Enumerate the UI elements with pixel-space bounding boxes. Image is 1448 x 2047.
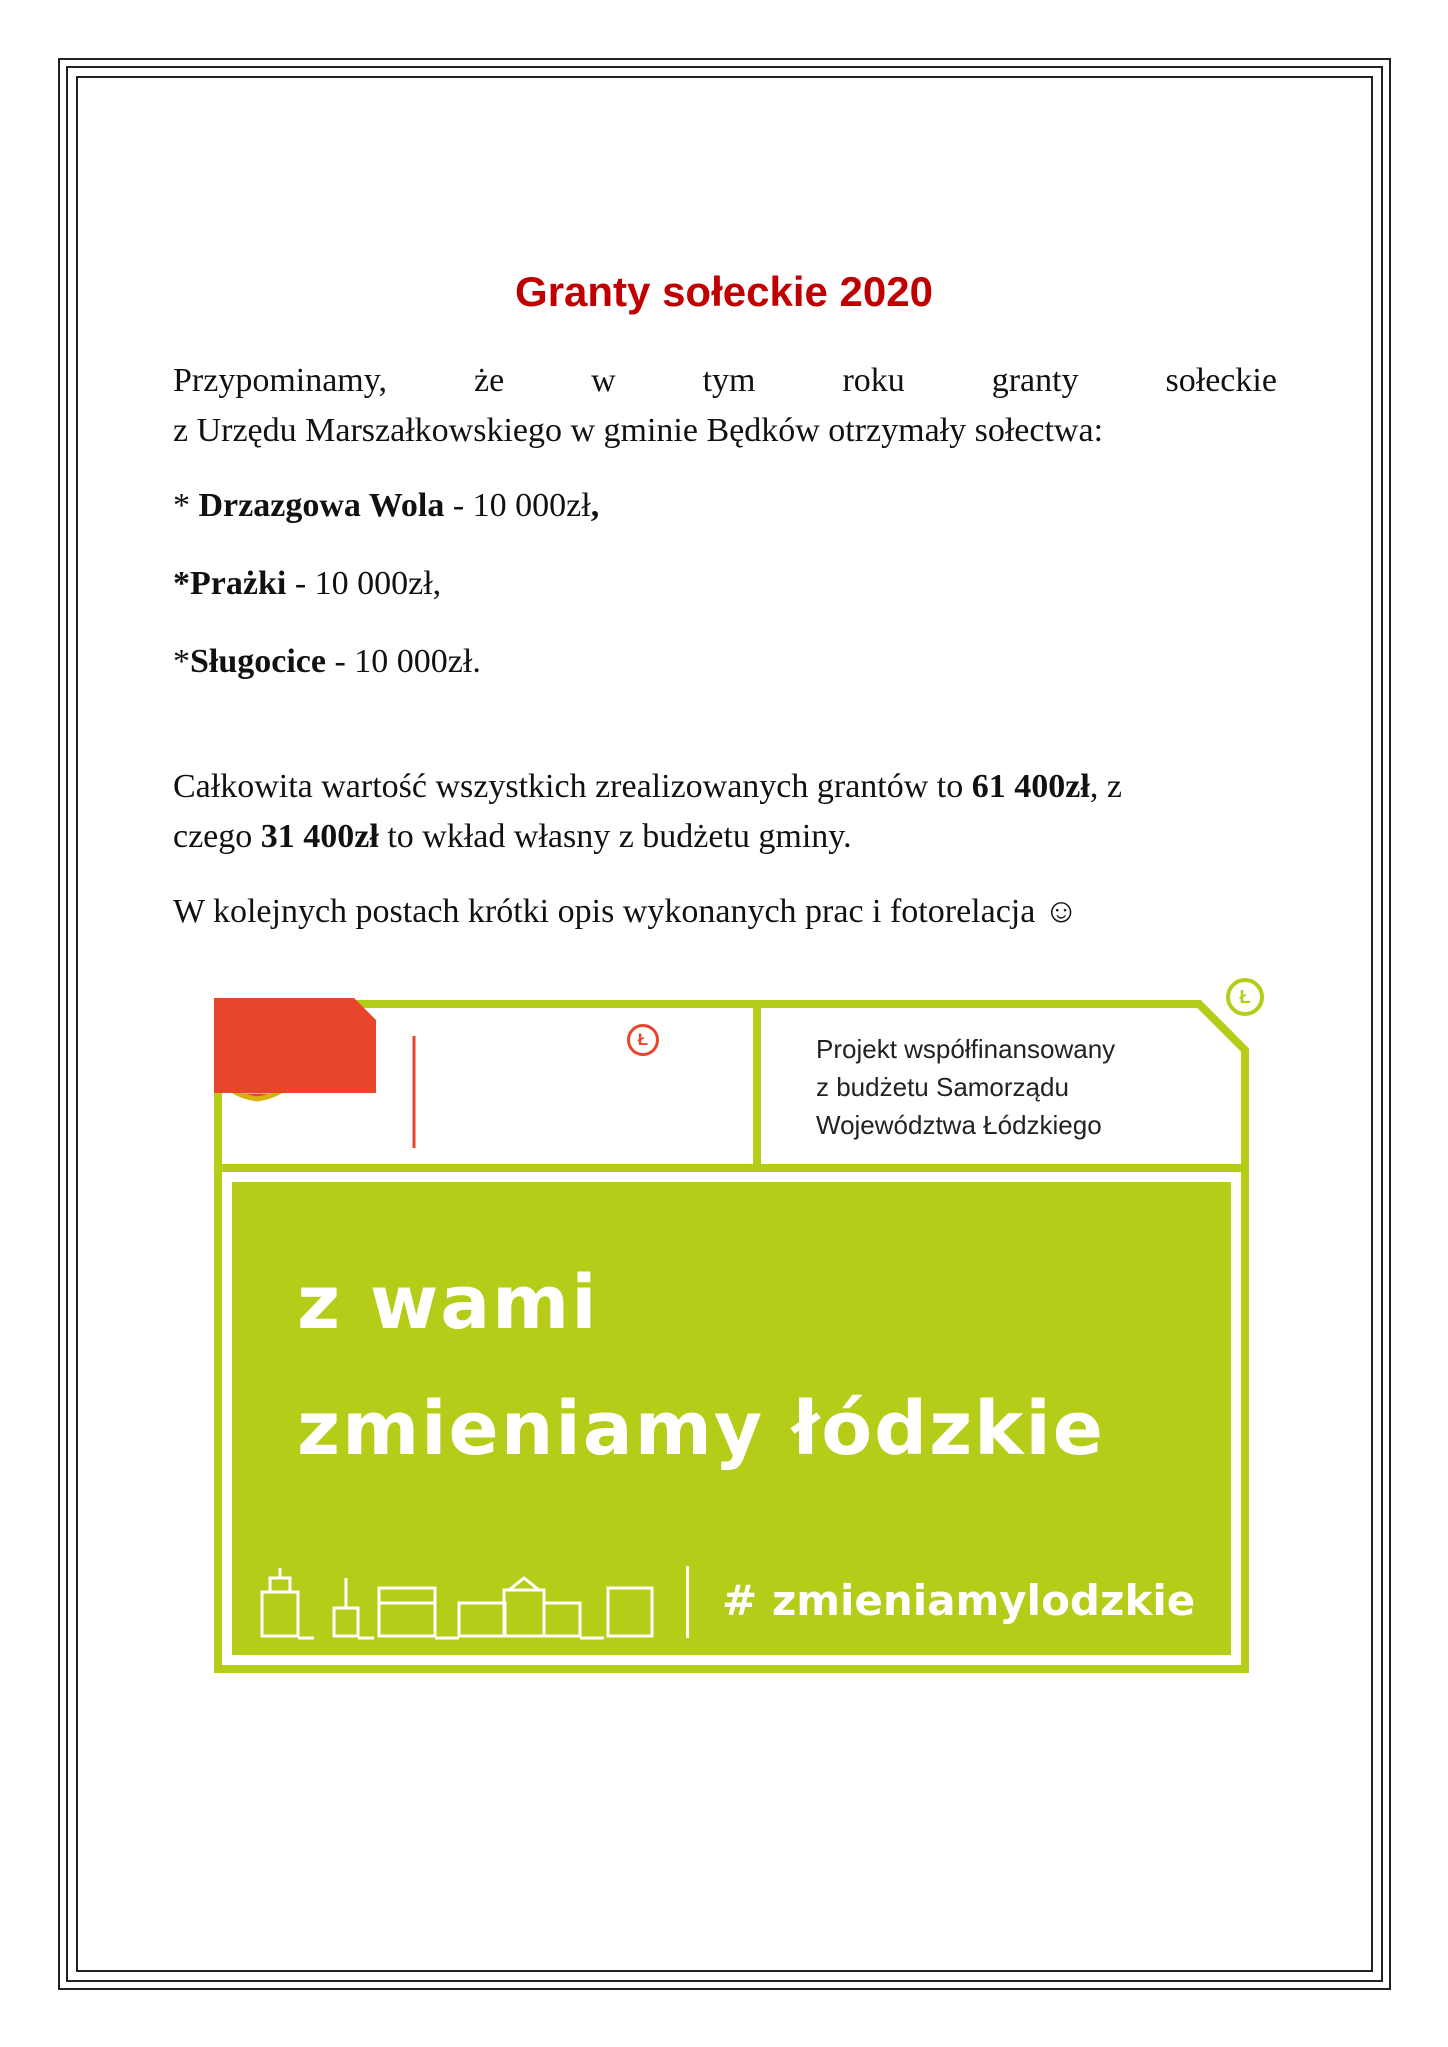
total-text: to wkład własny z budżetu gminy. <box>378 818 852 855</box>
grant-amount: - 10 000zł, <box>286 565 442 602</box>
lodzkie-label: łódzkie <box>468 1076 621 1117</box>
intro-word: w <box>591 362 616 399</box>
slogan-line: z wami <box>297 1260 599 1346</box>
grant-item <box>173 637 1277 687</box>
intro-word: sołeckie <box>1165 362 1277 399</box>
promuje-label: promuje <box>468 1052 537 1073</box>
intro-word: Przypominamy, <box>173 362 388 399</box>
grant-name: Sługocice <box>190 643 326 680</box>
bullet: * <box>173 643 190 680</box>
intro-word: roku <box>842 362 905 399</box>
intro-line-2: z Urzędu Marszałkowskiego w gminie Będków otrzymały sołectwa: <box>173 412 1104 449</box>
grant-item <box>173 559 1277 609</box>
l-badge-green-icon: Ł <box>1226 978 1264 1016</box>
total-text: , z <box>1089 768 1122 805</box>
total-text: Całkowita wartość wszystkich zrealizowanych grantów to <box>173 768 972 805</box>
grant-amount: - 10 000zł. <box>325 643 481 680</box>
l-badge-icon: Ł <box>627 1024 659 1056</box>
slogan-line: zmieniamy łódzkie <box>297 1386 1105 1472</box>
grant-name: Drzazgowa Wola <box>198 487 445 524</box>
closing-paragraph: W kolejnych postach krótki opis wykonanych prac i fotorelacja ☺ <box>173 893 1079 930</box>
project-line: Województwa Łódzkiego <box>816 1110 1102 1140</box>
grant-amount: - 10 000zł <box>444 487 591 524</box>
promuje-lodzkie-logo <box>214 998 376 1093</box>
total-text: czego <box>173 818 261 855</box>
banner-divider <box>686 1566 689 1638</box>
intro-word: tym <box>702 362 756 399</box>
promo-banner <box>214 987 1262 1673</box>
project-line: z budżetu Samorządu <box>816 1072 1069 1102</box>
hashtag-label: # zmieniamylodzkie <box>722 1576 1196 1625</box>
bullet: * <box>173 487 199 524</box>
page-title: Granty sołeckie 2020 <box>515 268 933 315</box>
intro-word: granty <box>991 362 1079 399</box>
intro-line-1 <box>173 356 1277 406</box>
grant-name: Prażki <box>190 565 287 602</box>
project-line: Projekt współfinansowany <box>816 1034 1116 1064</box>
grant-item <box>173 481 1277 531</box>
intro-word: że <box>473 362 505 399</box>
grant-suffix: , <box>590 487 600 524</box>
total-value: 61 400zł <box>971 768 1090 805</box>
bullet: * <box>173 565 190 602</box>
own-contribution-value: 31 400zł <box>260 818 379 855</box>
total-paragraph <box>173 762 1277 862</box>
intro-paragraph <box>173 356 1277 456</box>
